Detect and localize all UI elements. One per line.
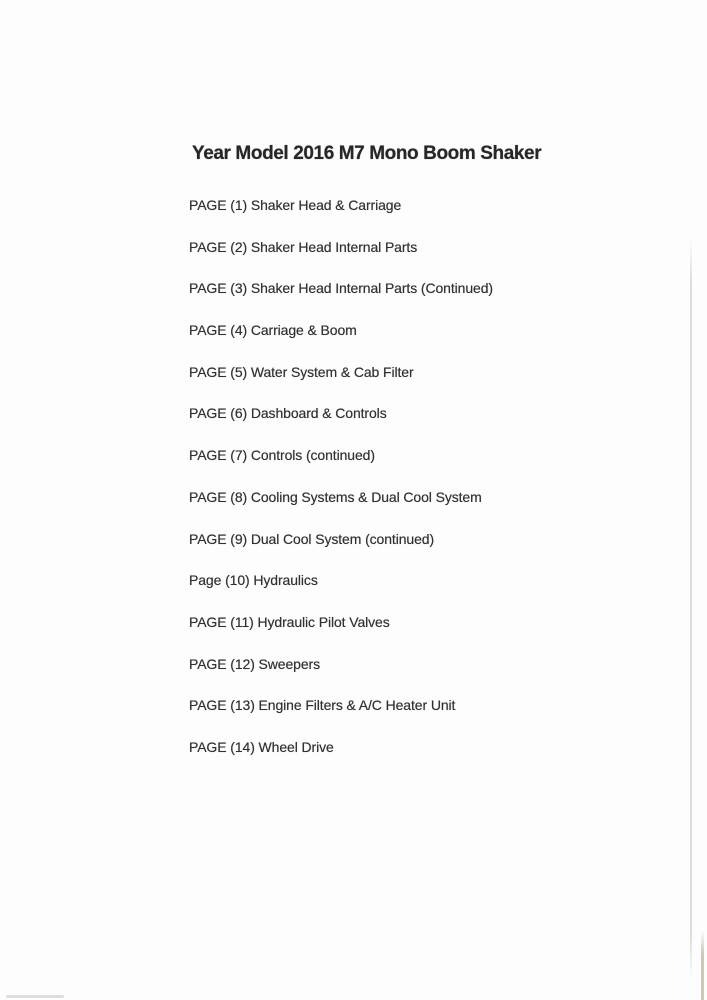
toc-item-4: PAGE (4) Carriage & Boom [189, 322, 357, 339]
toc-item-13: PAGE (13) Engine Filters & A/C Heater Unit [189, 697, 456, 714]
toc-item-12: PAGE (12) Sweepers [189, 655, 320, 672]
toc-item-3: PAGE (3) Shaker Head Internal Parts (Continued) [189, 280, 493, 297]
toc-item-5: PAGE (5) Water System & Cab Filter [189, 363, 414, 380]
toc-item-1: PAGE (1) Shaker Head & Carriage [189, 197, 402, 213]
toc-item-6: PAGE (6) Dashboard & Controls [189, 405, 387, 422]
toc-item-11: PAGE (11) Hydraulic Pilot Valves [189, 613, 390, 630]
toc-item-8: PAGE (8) Cooling Systems & Dual Cool System [189, 488, 482, 505]
toc-item-10: Page (10) Hydraulics [189, 572, 318, 589]
table-of-contents [189, 185, 493, 769]
document-title: Year Model 2016 M7 Mono Boom Shaker [192, 143, 542, 164]
toc-item-7: PAGE (7) Controls (continued) [189, 447, 375, 464]
scan-artifact-right-vertical-line [690, 238, 692, 980]
toc-item-9: PAGE (9) Dual Cool System (continued) [189, 530, 435, 547]
scan-artifact-bottom-right-edge-line [701, 930, 704, 1000]
scan-artifact-bottom-left-smudge [6, 995, 64, 998]
toc-item-2: PAGE (2) Shaker Head Internal Parts [189, 238, 418, 255]
toc-item-14: PAGE (14) Wheel Drive [189, 738, 334, 755]
